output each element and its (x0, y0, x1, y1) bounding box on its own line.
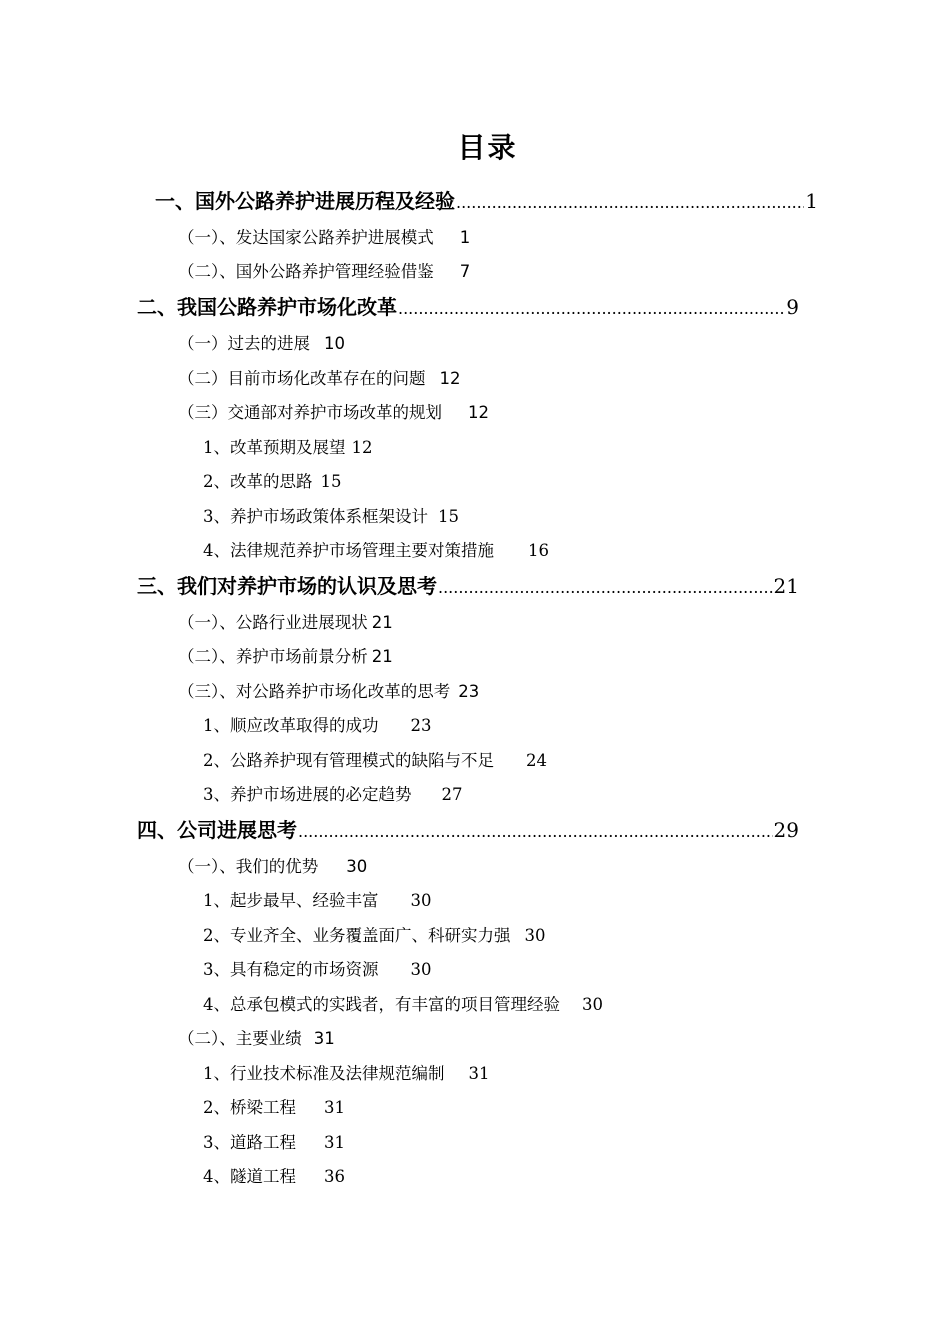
toc-section-label: （一）过去的进展 (178, 334, 310, 353)
toc-item-4-2-4[interactable] (203, 1164, 345, 1190)
toc-page-number: 30 (346, 857, 368, 876)
toc-item-4-1-3[interactable] (203, 957, 432, 983)
toc-page-number: 31 (324, 1098, 345, 1117)
toc-section-label: （二）、养护市场前景分析 (178, 647, 368, 666)
toc-page-number: 31 (468, 1064, 490, 1083)
toc-page-number: 1 (805, 189, 818, 213)
toc-item-label: 4、隧道工程 (203, 1167, 296, 1186)
toc-item-label: 1、改革预期及展望 (203, 438, 346, 457)
toc-page-number: 27 (441, 785, 463, 804)
toc-page-number: 15 (438, 507, 459, 526)
toc-page-number: 21 (371, 613, 393, 632)
toc-title: 目录 (457, 131, 518, 164)
toc-page-number: 30 (410, 891, 432, 910)
toc-page-number: 16 (528, 541, 549, 560)
toc-page-number: 23 (410, 716, 432, 735)
dot-leader (456, 188, 804, 218)
toc-chapter-3[interactable] (137, 571, 799, 603)
toc-item-label: 2、桥梁工程 (203, 1098, 296, 1117)
toc-page-number: 9 (786, 295, 799, 319)
toc-page-number: 30 (410, 960, 432, 979)
toc-item-3-3-2[interactable] (203, 748, 547, 774)
toc-section-2-1[interactable] (178, 331, 345, 357)
toc-item-label: 3、养护市场政策体系框架设计 (203, 507, 428, 526)
toc-item-4-2-1[interactable] (203, 1061, 490, 1087)
toc-item-2-3-4[interactable] (203, 538, 549, 564)
toc-chapter-label: 三、我们对养护市场的认识及思考 (137, 574, 437, 598)
toc-page-number: 23 (458, 682, 480, 701)
toc-item-label: 2、改革的思路 (203, 472, 313, 491)
toc-item-label: 2、专业齐全、业务覆盖面广、科研实力强 (203, 926, 511, 945)
toc-page-number: 36 (324, 1167, 345, 1186)
toc-item-2-3-2[interactable] (203, 469, 342, 495)
toc-item-label: 3、具有稳定的市场资源 (203, 960, 379, 979)
toc-section-1-2[interactable] (178, 259, 470, 285)
toc-page-number: 10 (324, 334, 345, 353)
toc-item-label: 1、起步最早、经验丰富 (203, 891, 379, 910)
toc-chapter-2[interactable] (137, 292, 799, 324)
toc-page-number: 31 (313, 1029, 335, 1048)
dot-leader (298, 817, 773, 847)
toc-item-label: 3、养护市场进展的必定趋势 (203, 785, 412, 804)
dot-leader (398, 294, 785, 324)
toc-page-number: 30 (582, 995, 603, 1014)
toc-page-number: 21 (773, 574, 799, 598)
toc-section-3-3[interactable] (178, 679, 479, 705)
toc-item-4-2-3[interactable] (203, 1130, 345, 1156)
toc-section-label: （二）目前市场化改革存在的问题 (178, 369, 426, 388)
toc-page-number: 12 (439, 369, 461, 388)
toc-chapter-label: 二、我国公路养护市场化改革 (137, 295, 397, 319)
toc-page-number: 31 (324, 1133, 345, 1152)
toc-page-number: 21 (371, 647, 393, 666)
toc-chapter-1[interactable] (155, 186, 818, 218)
toc-section-2-2[interactable] (178, 366, 461, 392)
toc-section-4-2[interactable] (178, 1026, 335, 1052)
toc-section-4-1[interactable] (178, 854, 367, 880)
toc-page-number: 12 (351, 438, 373, 457)
toc-section-3-2[interactable] (178, 644, 393, 670)
toc-item-label: 1、顺应改革取得的成功 (203, 716, 379, 735)
toc-item-4-1-1[interactable] (203, 888, 432, 914)
toc-page-number: 7 (459, 262, 471, 281)
toc-item-label: 4、法律规范养护市场管理主要对策措施 (203, 541, 494, 560)
toc-section-1-1[interactable] (178, 225, 470, 251)
toc-page-number: 1 (459, 228, 471, 247)
toc-chapter-4[interactable] (137, 815, 799, 847)
toc-item-3-3-1[interactable] (203, 713, 432, 739)
toc-item-label: 1、行业技术标准及法律规范编制 (203, 1064, 445, 1083)
toc-page-number: 24 (526, 751, 547, 770)
toc-section-label: （三）、对公路养护市场化改革的思考 (178, 682, 451, 701)
toc-section-label: （一）、我们的优势 (178, 857, 319, 876)
toc-item-2-3-3[interactable] (203, 504, 459, 530)
toc-item-4-2-2[interactable] (203, 1095, 345, 1121)
toc-chapter-label: 一、国外公路养护进展历程及经验 (155, 189, 455, 213)
dot-leader (438, 573, 773, 603)
toc-item-3-3-3[interactable] (203, 782, 463, 808)
toc-section-3-1[interactable] (178, 610, 393, 636)
toc-chapter-label: 四、公司进展思考 (137, 818, 297, 842)
toc-item-4-1-2[interactable] (203, 923, 546, 949)
toc-section-label: （二）、国外公路养护管理经验借鉴 (178, 262, 434, 281)
toc-section-2-3[interactable] (178, 400, 489, 426)
toc-page-number: 15 (320, 472, 342, 491)
toc-item-2-3-1[interactable] (203, 435, 373, 461)
toc-section-label: （一）、公路行业进展现状 (178, 613, 368, 632)
toc-item-label: 4、总承包模式的实践者，有丰富的项目管理经验 (203, 995, 560, 1014)
toc-section-label: （一）、发达国家公路养护进展模式 (178, 228, 434, 247)
toc-item-4-1-4[interactable] (203, 992, 603, 1018)
toc-item-label: 3、道路工程 (203, 1133, 296, 1152)
toc-section-label: （二）、主要业绩 (178, 1029, 302, 1048)
toc-item-label: 2、公路养护现有管理模式的缺陷与不足 (203, 751, 494, 770)
toc-section-label: （三）交通部对养护市场改革的规划 (178, 403, 442, 422)
toc-page-number: 29 (773, 818, 799, 842)
toc-page-number: 12 (468, 403, 489, 422)
toc-page-number: 30 (524, 926, 546, 945)
